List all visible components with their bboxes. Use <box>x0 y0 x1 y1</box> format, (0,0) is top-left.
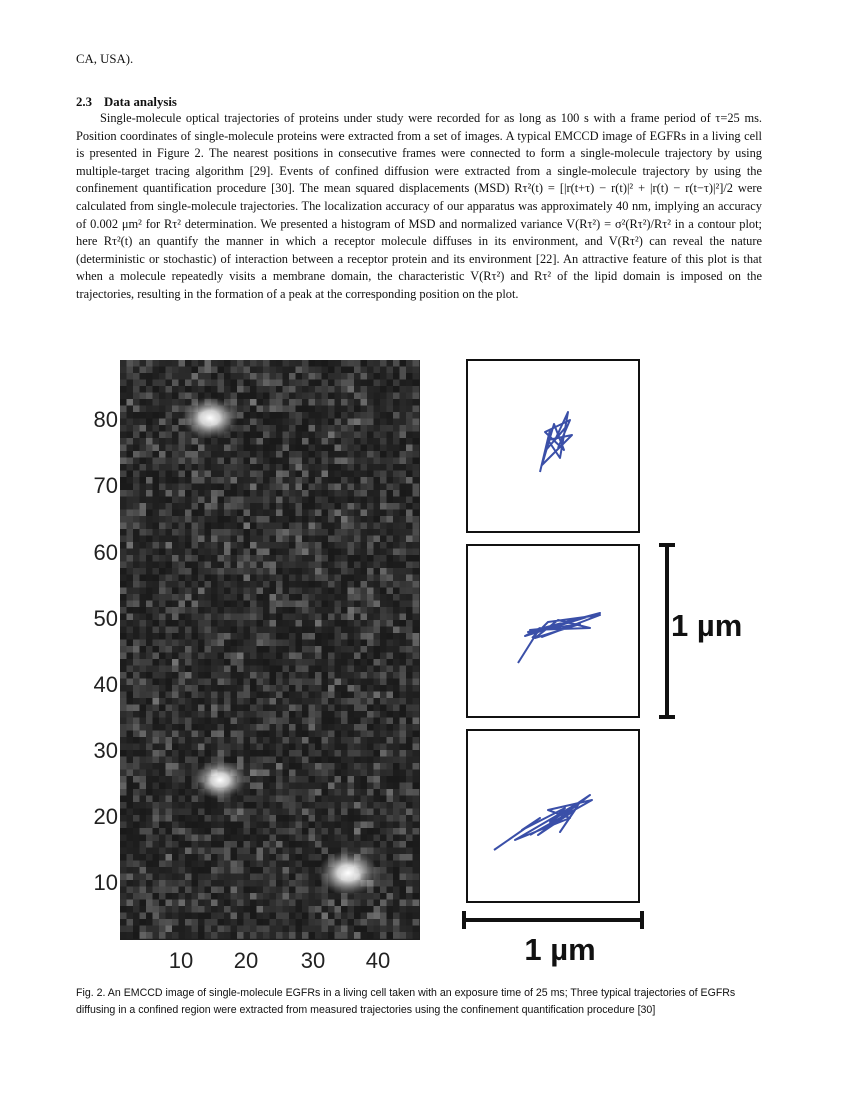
x-tick-label: 40 <box>365 948 391 973</box>
y-tick-label: 10 <box>93 870 118 895</box>
horizontal-scale-label: 1 µm <box>524 932 596 967</box>
image-noise <box>120 360 419 939</box>
trajectory-panel-2 <box>467 545 639 717</box>
vertical-scale-label: 1 µm <box>671 608 743 643</box>
molecule-spot <box>182 397 238 439</box>
x-tick-label: 10 <box>168 948 194 973</box>
figure-2 <box>70 340 790 980</box>
body-paragraph: Single-molecule optical trajectories of proteins under study were recorded for as long as 100 s with a frame period of τ=25 ms. Position coordinates of single-molecule proteins were extracted from a set of images. A typical EMCCD image of EGFRs in a living cell is presented in Figure 2. The nearest positions in consecutive frames were connected to form a single-molecule trajectory by using multiple-target tracing algorithm [29]. Events of confined diffusion were extracted from a single-molecule trajectory by using the confinement quantification procedure [30]. The mean squared displacements (MSD) Rτ²(t) = [|r(t+τ) − r(t)|² + |r(t) − r(t−τ)|²]/2 were calculated from single-molecule trajectories. The localization accuracy of our apparatus was approximately 40 nm, implying an accuracy of 0.002 μm² for Rτ² determination. We presented a histogram of MSD and normalized variance V(Rτ²) = σ²(Rτ²)/Rτ² in a contour plot; here Rτ²(t) an quantify the manner in which a receptor molecule diffuses in its environment, and V(Rτ²) can reveal the nature (deterministic or stochastic) of interaction between a receptor protein and its environment [22]. An attractive feature of this plot is that when a molecule repeatedly visits a membrane domain, the characteristic V(Rτ²) and Rτ² of the lipid domain is imposed on the trajectories, resulting in the formation of a peak at the corresponding position on the plot. <box>76 111 762 301</box>
molecule-spot <box>318 851 378 896</box>
top-text-fragment: CA, USA). <box>76 52 134 66</box>
molecule-spot <box>194 761 246 800</box>
horizontal-scale-bar <box>464 911 642 929</box>
x-tick-label: 20 <box>233 948 259 973</box>
y-tick-label: 50 <box>93 606 118 631</box>
section-number: 2.3 <box>76 95 92 109</box>
figure-caption: Fig. 2. An EMCCD image of single-molecule EGFRs in a living cell taken with an exposure time of 25 ms; Three typical trajectories of EGFRs diffusing in a confined region were extracted from measured trajectories using the confinement quantification procedure [30] <box>76 987 736 1016</box>
section-title: Data analysis <box>104 95 177 109</box>
image-x-axis <box>169 948 390 973</box>
y-tick-label: 60 <box>93 540 118 565</box>
y-tick-label: 80 <box>93 407 118 432</box>
image-y-axis <box>94 407 118 895</box>
y-tick-label: 40 <box>93 672 118 697</box>
y-tick-label: 20 <box>93 804 118 829</box>
x-tick-label: 30 <box>300 948 326 973</box>
y-tick-label: 30 <box>93 738 118 763</box>
trajectory-panel-1 <box>467 360 639 532</box>
emccd-image <box>120 360 420 940</box>
body-paragraph-block <box>76 110 762 304</box>
y-tick-label: 70 <box>93 473 118 498</box>
section-heading <box>76 95 189 110</box>
trajectory-panel-3 <box>467 730 639 902</box>
